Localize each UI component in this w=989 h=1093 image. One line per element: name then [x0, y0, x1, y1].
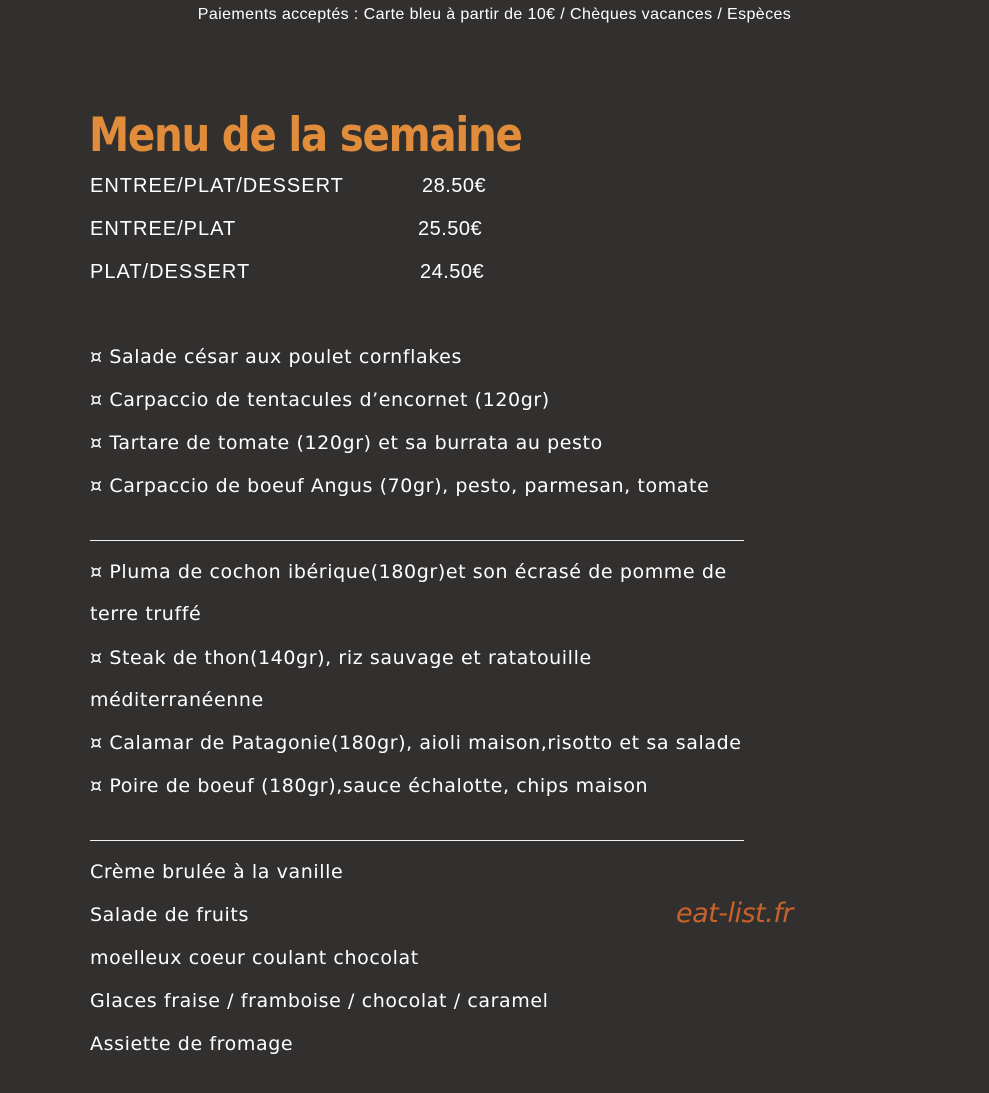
main-item: ¤ Calamar de Patagonie(180gr), aioli maison,risotto et sa salade	[90, 732, 742, 754]
formula-row	[90, 174, 487, 198]
formula-label: ENTREE/PLAT	[90, 218, 237, 240]
dessert-item: moelleux coeur coulant chocolat	[90, 947, 419, 969]
main-item-continued: méditerranéenne	[90, 689, 264, 711]
starter-item: ¤ Carpaccio de tentacules d’encornet (120gr)	[90, 389, 550, 411]
main-item-continued: terre truffé	[90, 603, 202, 625]
formula-label: PLAT/DESSERT	[90, 261, 251, 283]
formula-price: 25.50€	[418, 218, 483, 240]
payments-info: Paiements acceptés : Carte bleu à partir de 10€ / Chèques vacances / Espèces	[197, 6, 792, 23]
formula-price: 24.50€	[420, 261, 485, 283]
dessert-item: Crème brulée à la vanille	[90, 861, 344, 883]
formula-row	[90, 260, 485, 284]
watermark: eat-list.fr	[676, 898, 793, 929]
dessert-item: Glaces fraise / framboise / chocolat / caramel	[90, 990, 549, 1012]
main-item: ¤ Pluma de cochon ibérique(180gr)et son écrasé de pomme de	[90, 561, 727, 583]
dessert-item: Assiette de fromage	[90, 1033, 294, 1055]
section-divider	[90, 540, 744, 541]
formula-label: ENTREE/PLAT/DESSERT	[90, 175, 344, 197]
section-divider	[90, 840, 744, 841]
menu-title: Menu de la semaine	[89, 108, 522, 163]
starter-item: ¤ Salade césar aux poulet cornflakes	[90, 346, 462, 368]
main-item: ¤ Poire de boeuf (180gr),sauce échalotte, chips maison	[90, 775, 649, 797]
starter-item: ¤ Tartare de tomate (120gr) et sa burrata au pesto	[90, 432, 603, 454]
formula-row	[90, 217, 483, 241]
formula-price: 28.50€	[422, 175, 487, 197]
main-item: ¤ Steak de thon(140gr), riz sauvage et ratatouille	[90, 647, 592, 669]
starter-item: ¤ Carpaccio de boeuf Angus (70gr), pesto, parmesan, tomate	[90, 475, 710, 497]
dessert-item: Salade de fruits	[90, 904, 249, 926]
